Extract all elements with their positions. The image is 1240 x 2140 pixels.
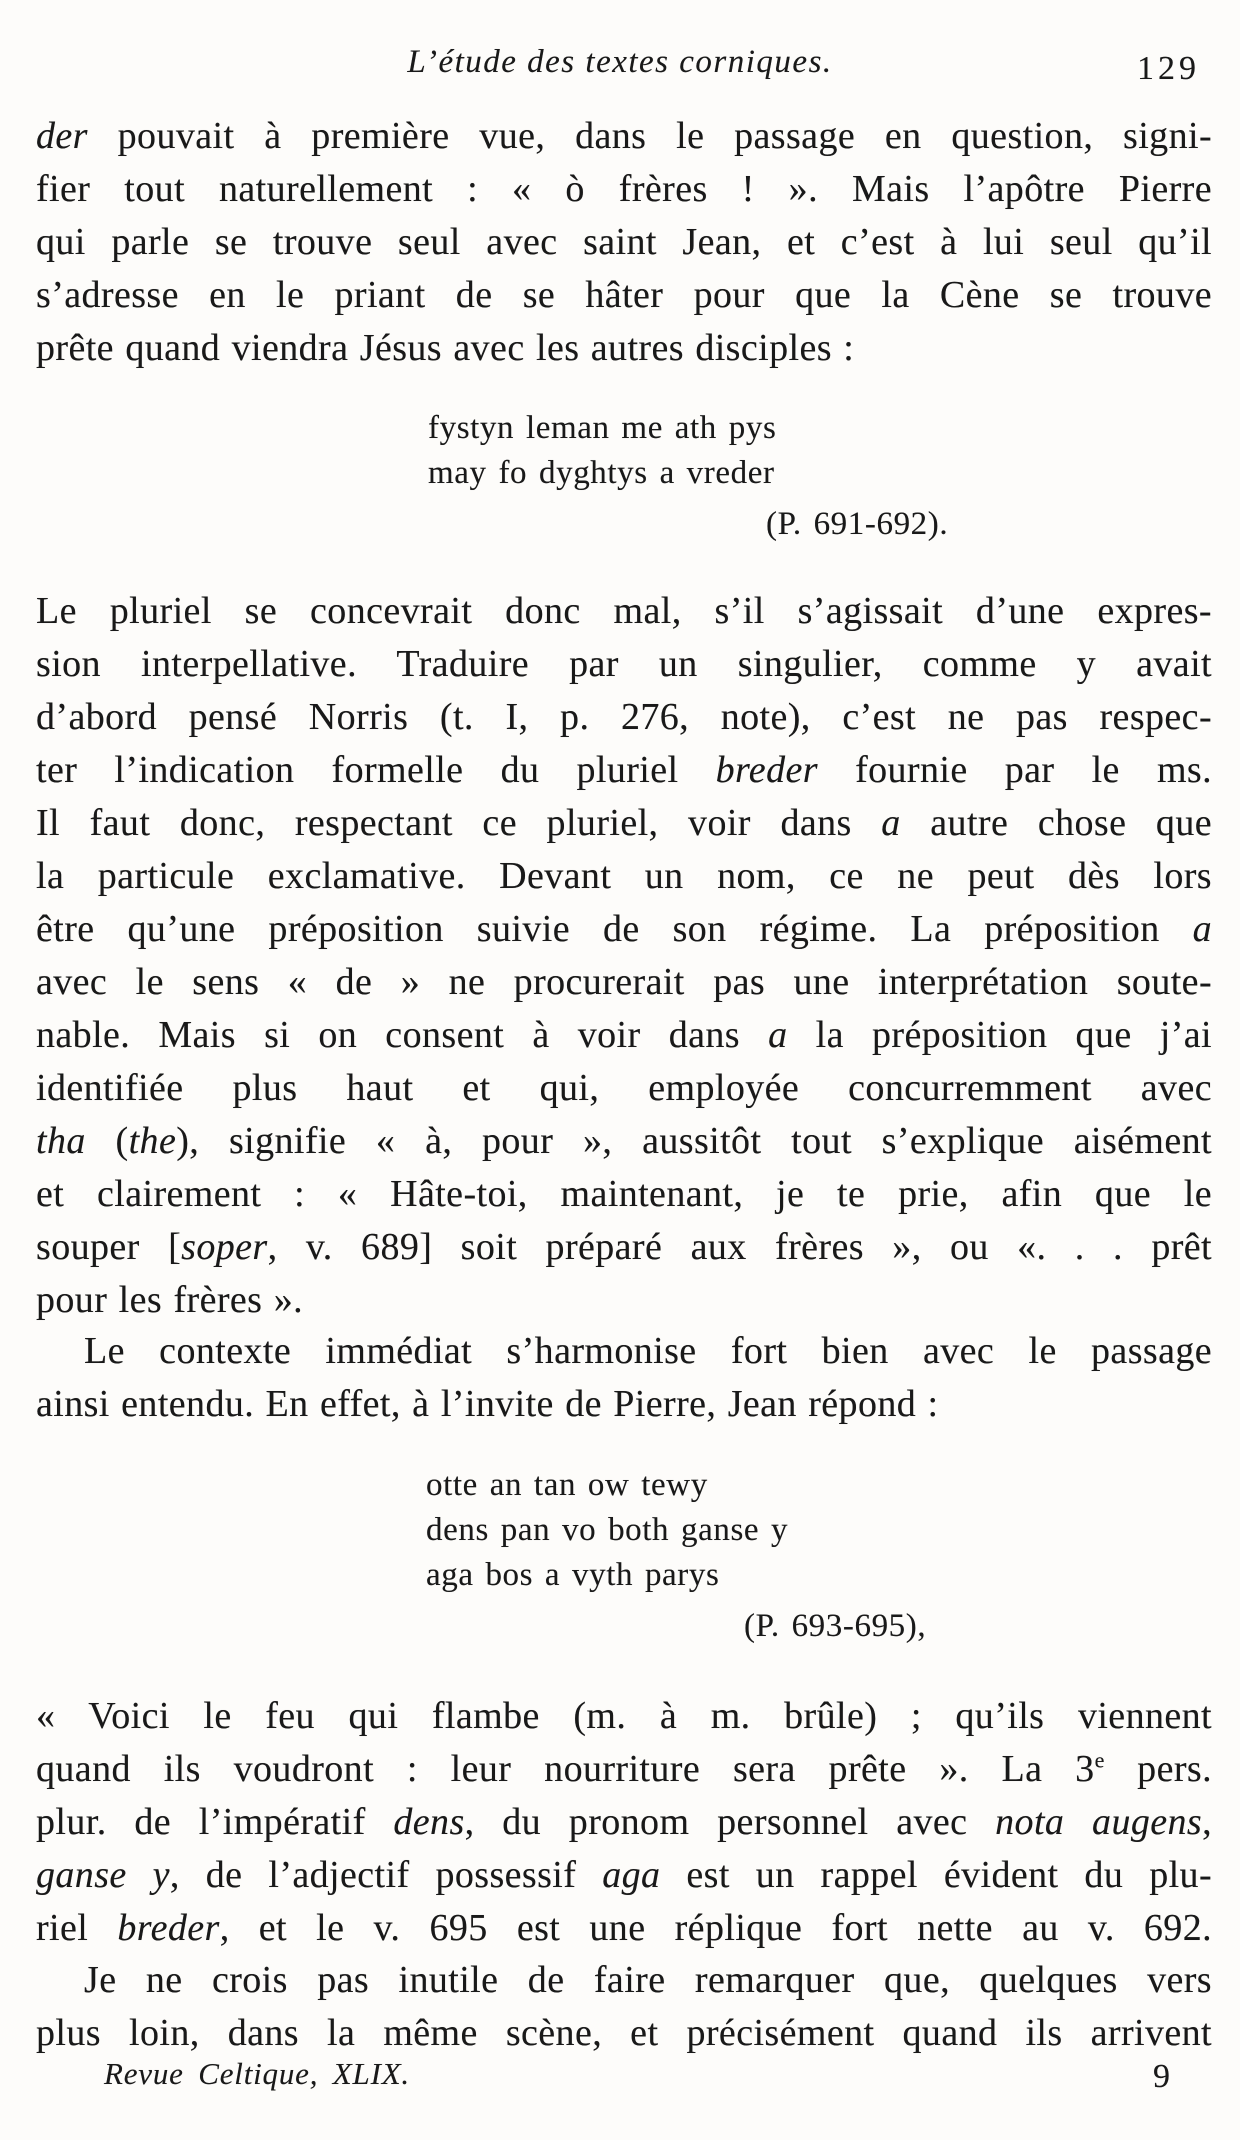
text-segment: la particule exclamative. Devant un nom, ce ne peut dès lors: [36, 855, 1212, 897]
text-segment: avec le sens « de » ne procurerait pas une interprétation soute-: [36, 961, 1212, 1003]
text-segment: plur. de l’impératif: [36, 1801, 394, 1843]
text-segment: ), signifie « à, pour », aussitôt tout s’explique aisément: [176, 1120, 1212, 1162]
text-line: [36, 1849, 1212, 1902]
text-segment: être qu’une préposition suivie de son régime. La préposition: [36, 908, 1193, 950]
text-segment: est un rappel évident du plu-: [660, 1854, 1213, 1896]
text-segment: Il faut donc, respectant ce pluriel, voir dans: [36, 802, 882, 844]
text-segment: ,: [1202, 1801, 1213, 1843]
text-segment: d’abord pensé Norris (t. I, p. 276, note), c’est ne pas respec-: [36, 696, 1212, 738]
verse-line: may fo dyghtys a vreder: [428, 455, 775, 491]
verse-quotation-1: [428, 406, 948, 547]
page-number: 129: [1137, 50, 1200, 87]
text-segment: riel: [36, 1907, 118, 1949]
text-segment: pouvait à première vue, dans le passage en question, signi-: [87, 115, 1212, 157]
text-line: [36, 216, 1212, 269]
italic-term: dens: [393, 1801, 465, 1843]
text-line: [36, 1062, 1212, 1115]
text-line: [36, 744, 1212, 797]
text-segment: ter l’indication formelle du pluriel: [36, 749, 716, 791]
text-line: [36, 1009, 1212, 1062]
text-line: [36, 110, 1212, 163]
verse-citation: (P. 693-695),: [744, 1608, 927, 1644]
text-line: [36, 1221, 1212, 1274]
text-line: [36, 2007, 1212, 2060]
text-line: [36, 585, 1212, 638]
italic-term: breder: [715, 749, 818, 791]
italic-term: a: [1192, 908, 1212, 950]
text-segment: s’adresse en le priant de se hâter pour que la Cène se trouve: [36, 274, 1212, 316]
text-segment: (: [85, 1120, 129, 1162]
text-segment: , v. 689] soit préparé aux frères », ou «. . . prêt: [267, 1226, 1212, 1268]
italic-term: nota augens: [995, 1801, 1203, 1843]
text-line: [36, 163, 1212, 216]
paragraph-voici-le-feu: [36, 1690, 1212, 1955]
running-header-title: L’étude des textes corniques.: [407, 44, 833, 80]
text-segment: , du pronom personnel avec: [464, 1801, 996, 1843]
verse-line: otte an tan ow tewy: [426, 1467, 708, 1503]
text-line: [36, 691, 1212, 744]
footer-quire-signature: 9: [1153, 2058, 1170, 2095]
text-segment: ainsi entendu. En effet, à l’invite de Pierre, Jean répond :: [36, 1383, 939, 1425]
paragraph-le-pluriel: [36, 585, 1212, 1327]
paragraph-continued: [36, 110, 1212, 375]
italic-term: breder: [117, 1907, 220, 1949]
text-line: [36, 638, 1212, 691]
text-line: [36, 1954, 1212, 2007]
verse-line: dens pan vo both ganse y: [426, 1512, 789, 1548]
text-segment: qui parle se trouve seul avec saint Jean, et c’est à lui seul qu’il: [36, 221, 1212, 263]
text-segment: « Voici le feu qui flambe (m. à m. brûle) ; qu’ils viennent: [36, 1695, 1212, 1737]
text-segment: sion interpellative. Traduire par un singulier, comme y avait: [36, 643, 1212, 685]
text-line: [36, 1378, 1212, 1431]
text-segment: quand ils voudront : leur nourriture sera prête ». La 3: [36, 1748, 1095, 1790]
text-line: [36, 1168, 1212, 1221]
text-segment: Le pluriel se concevrait donc mal, s’il s’agissait d’une expres-: [36, 590, 1212, 632]
paragraph-le-contexte: [36, 1325, 1212, 1431]
italic-term: aga: [602, 1854, 661, 1896]
footer-journal-title: Revue Celtique, XLIX.: [104, 2056, 410, 2091]
italic-term: ganse y: [36, 1854, 170, 1896]
text-segment: nable. Mais si on consent à voir dans: [36, 1014, 769, 1056]
text-segment: pour les frères ».: [36, 1279, 304, 1321]
text-line: [36, 1274, 1212, 1327]
italic-term: a: [768, 1014, 788, 1056]
text-segment: prête quand viendra Jésus avec les autres disciples :: [36, 327, 855, 369]
italic-term: the: [128, 1120, 177, 1162]
text-segment: la préposition que j’ai: [787, 1014, 1212, 1056]
text-line: [36, 797, 1212, 850]
text-segment: identifiée plus haut et qui, employée concurremment avec: [36, 1067, 1212, 1109]
italic-term: der: [36, 115, 88, 157]
text-line: [36, 1743, 1212, 1796]
text-segment: et clairement : « Hâte-toi, maintenant, je te prie, afin que le: [36, 1173, 1212, 1215]
verse-citation: (P. 691-692).: [766, 506, 949, 542]
text-line: [36, 1690, 1212, 1743]
verse-line: fystyn leman me ath pys: [428, 410, 777, 446]
text-line: [36, 903, 1212, 956]
text-segment: pers.: [1104, 1748, 1212, 1790]
verse-quotation-2: [426, 1463, 926, 1649]
text-line: [36, 1902, 1212, 1955]
text-segment: Le contexte immédiat s’harmonise fort bien avec le passage: [84, 1330, 1212, 1372]
superscript-ordinal: e: [1094, 1747, 1105, 1773]
text-segment: , de l’adjectif possessif: [169, 1854, 603, 1896]
text-segment: autre chose que: [900, 802, 1213, 844]
text-line: [36, 850, 1212, 903]
italic-term: tha: [36, 1120, 86, 1162]
text-segment: fournie par le ms.: [817, 749, 1212, 791]
text-segment: souper [: [36, 1226, 182, 1268]
text-line: [36, 1796, 1212, 1849]
text-line: [36, 1115, 1212, 1168]
text-line: [36, 322, 1212, 375]
italic-term: a: [881, 802, 901, 844]
paragraph-je-ne-crois: [36, 1954, 1212, 2060]
text-line: [36, 269, 1212, 322]
text-line: [36, 956, 1212, 1009]
italic-term: soper: [181, 1226, 268, 1268]
text-segment: plus loin, dans la même scène, et précisément quand ils arrivent: [36, 2012, 1212, 2054]
verse-line: aga bos a vyth parys: [426, 1557, 720, 1593]
text-line: [36, 1325, 1212, 1378]
text-segment: Je ne crois pas inutile de faire remarquer que, quelques vers: [84, 1959, 1212, 2001]
text-segment: fier tout naturellement : « ò frères ! ». Mais l’apôtre Pierre: [36, 168, 1212, 210]
text-segment: , et le v. 695 est une réplique fort nette au v. 692.: [219, 1907, 1212, 1949]
